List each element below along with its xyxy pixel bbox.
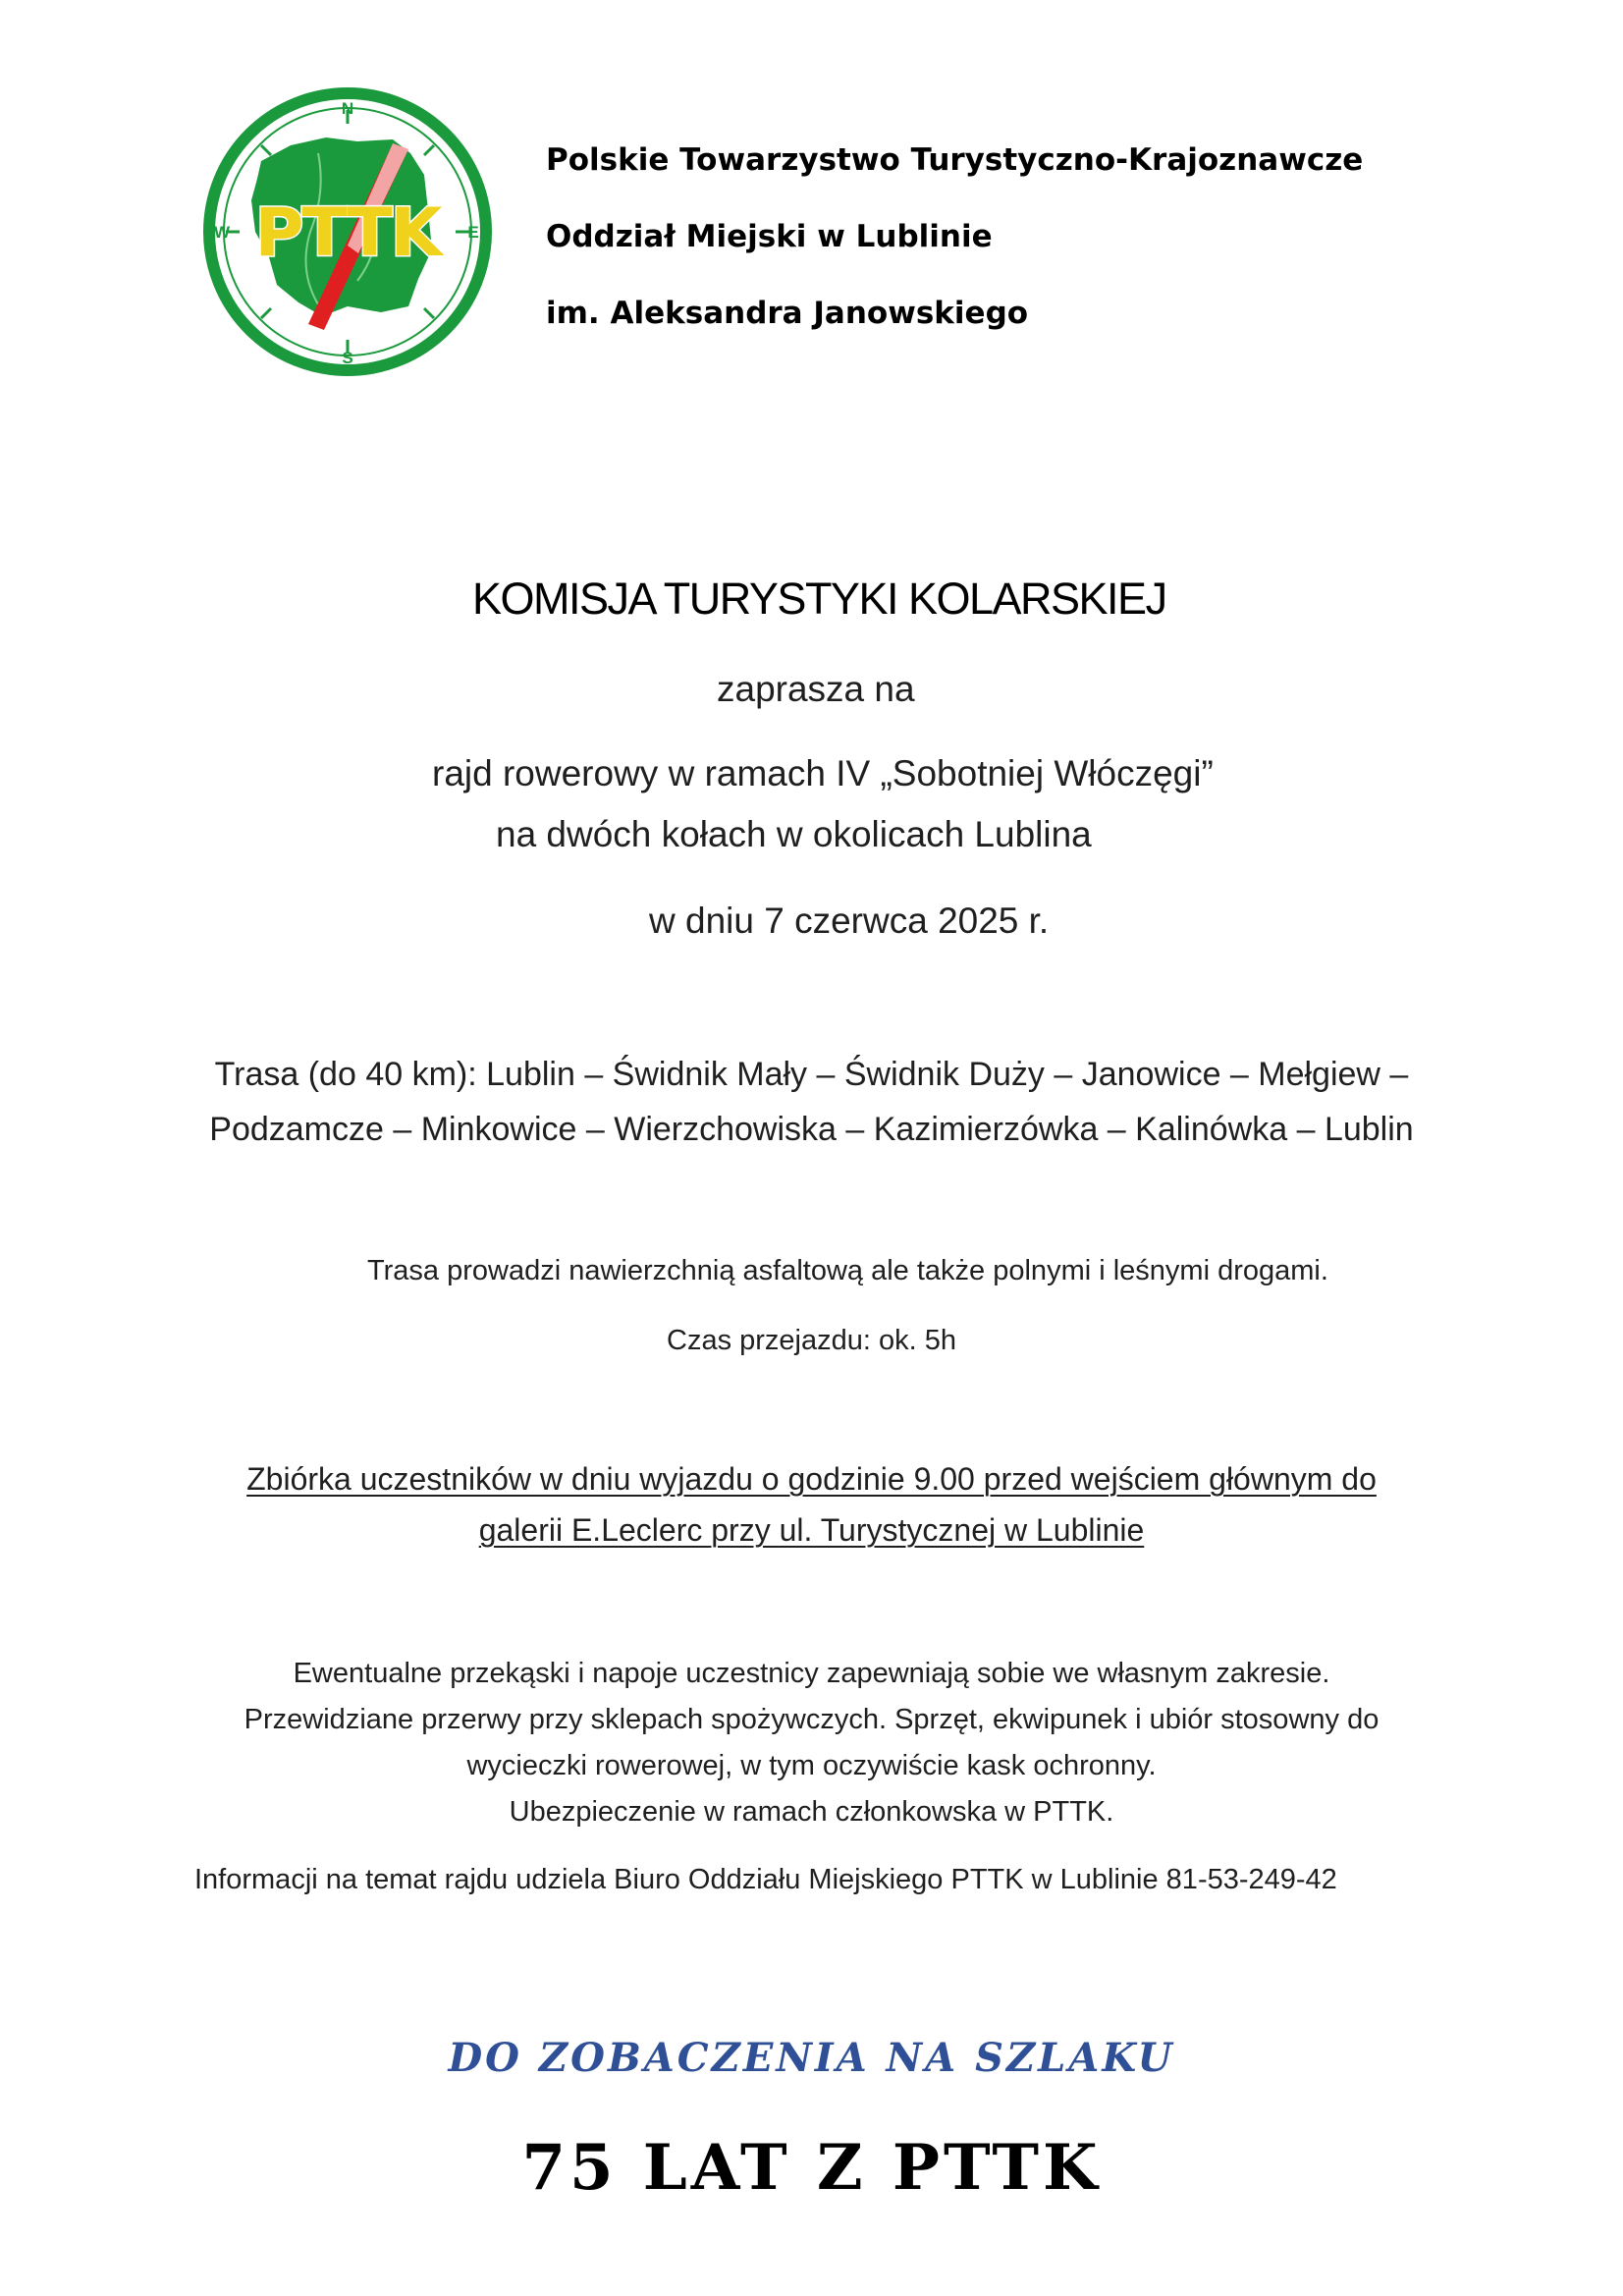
pttk-logo bbox=[200, 84, 495, 379]
org-name: Polskie Towarzystwo Turystyczno-Krajoznawcze bbox=[546, 142, 1364, 178]
pttk-wordmark: PTTK bbox=[254, 194, 441, 272]
meeting-line-2: galerii E.Leclerc przy ul. Turystycznej w Lublinie bbox=[478, 1512, 1145, 1548]
meeting-line-1: Zbiórka uczestników w dniu wyjazdu o godzinie 9.00 przed wejściem głównym do bbox=[246, 1461, 1377, 1497]
commission-title: KOMISJA TURYSTYKI KOLARSKIEJ bbox=[472, 574, 1166, 624]
compass-n: N bbox=[341, 99, 354, 118]
notes-line-1: Ewentualne przekąski i napoje uczestnicy zapewniają sobie we własnym zakresie. bbox=[293, 1658, 1330, 1689]
event-line-1: rajd rowerowy w ramach IV „Sobotniej Włóczęgi” bbox=[432, 753, 1214, 793]
org-patron: im. Aleksandra Janowskiego bbox=[546, 296, 1029, 331]
org-branch: Oddział Miejski w Lublinie bbox=[546, 219, 993, 254]
farewell-slogan: DO ZOBACZENIA NA SZLAKU bbox=[448, 2035, 1175, 2081]
anniversary-slogan: 75 LAT Z PTTK bbox=[521, 2131, 1102, 2205]
notes-line-3: wycieczki rowerowej, w tym oczywiście kask ochronny. bbox=[466, 1750, 1157, 1781]
notes-line-2: Przewidziane przerwy przy sklepach spożywczych. Sprzęt, ekwipunek i ubiór stosowny do bbox=[243, 1704, 1380, 1735]
invites-text: zaprasza na bbox=[717, 669, 915, 709]
compass-e: E bbox=[467, 223, 479, 242]
compass-w: W bbox=[213, 223, 231, 242]
route-duration: Czas przejazdu: ok. 5h bbox=[667, 1325, 956, 1356]
compass-s: S bbox=[342, 349, 353, 367]
route-surface: Trasa prowadzi nawierzchnią asfaltową ale także polnymi i leśnymi drogami. bbox=[367, 1255, 1328, 1286]
route-line-2: Podzamcze – Minkowice – Wierzchowiska – Kazimierzówka – Kalinówka – Lublin bbox=[209, 1111, 1414, 1148]
event-line-2: na dwóch kołach w okolicach Lublina bbox=[496, 814, 1092, 854]
event-date: w dniu 7 czerwca 2025 r. bbox=[649, 901, 1050, 941]
notes-line-4: Ubezpieczenie w ramach członkowska w PTTK. bbox=[509, 1796, 1114, 1828]
route-line-1: Trasa (do 40 km): Lublin – Świdnik Mały – Świdnik Duży – Janowice – Mełgiew – bbox=[214, 1056, 1409, 1093]
contact-info: Informacji na temat rajdu udziela Biuro Oddziału Miejskiego PTTK w Lublinie 81-53-249-42 bbox=[194, 1864, 1337, 1895]
